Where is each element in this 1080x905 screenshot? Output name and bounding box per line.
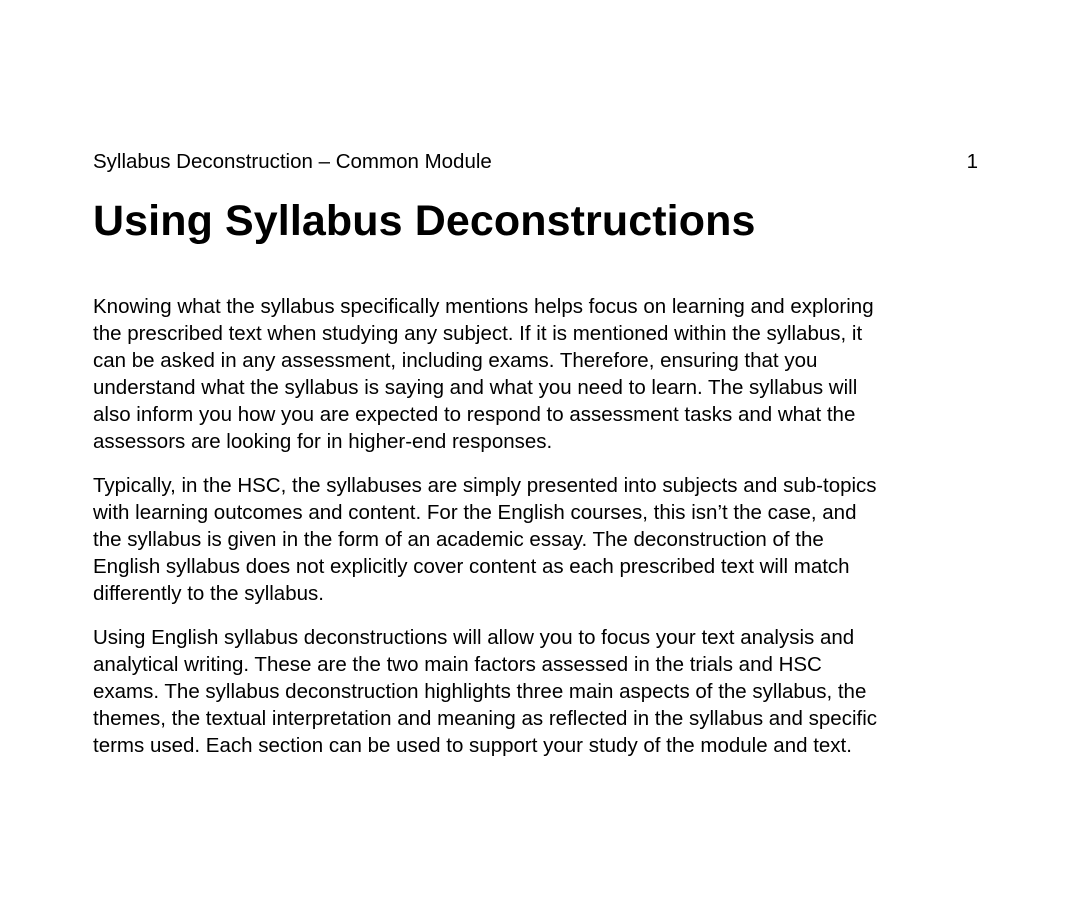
paragraph-line: with learning outcomes and content. For the English courses, this isn’t the case, and	[93, 501, 857, 524]
paragraph-line: terms used. Each section can be used to support your study of the module and text.	[93, 734, 852, 757]
paragraph-line: Typically, in the HSC, the syllabuses are simply presented into subjects and sub-topics	[93, 474, 877, 497]
paragraph-line: Using English syllabus deconstructions will allow you to focus your text analysis and	[93, 626, 855, 649]
header-title: Syllabus Deconstruction – Common Module	[93, 150, 492, 173]
paragraph-line: analytical writing. These are the two main factors assessed in the trials and HSC	[93, 653, 822, 676]
paragraph-1	[93, 293, 993, 455]
body-text	[93, 293, 993, 776]
paragraph-line: themes, the textual interpretation and meaning as reflected in the syllabus and specific	[93, 707, 878, 730]
paragraph-line: English syllabus does not explicitly cover content as each prescribed text will match	[93, 555, 850, 578]
paragraph-line: exams. The syllabus deconstruction highlights three main aspects of the syllabus, the	[93, 680, 867, 703]
paragraph-3	[93, 624, 993, 759]
paragraph-line: differently to the syllabus.	[93, 582, 324, 605]
page-number: 1	[966, 150, 978, 173]
paragraph-line: can be asked in any assessment, including exams. Therefore, ensuring that you	[93, 349, 818, 372]
paragraph-line: the prescribed text when studying any subject. If it is mentioned within the syllabus, it	[93, 322, 863, 345]
paragraph-line: also inform you how you are expected to respond to assessment tasks and what the	[93, 403, 856, 426]
paragraph-2	[93, 472, 993, 607]
paragraph-line: Knowing what the syllabus specifically mentions helps focus on learning and exploring	[93, 295, 874, 318]
paragraph-line: understand what the syllabus is saying and what you need to learn. The syllabus will	[93, 376, 858, 399]
paragraph-line: assessors are looking for in higher-end responses.	[93, 430, 553, 453]
document-title: Using Syllabus Deconstructions	[93, 197, 756, 245]
running-header	[93, 149, 978, 175]
paragraph-line: the syllabus is given in the form of an academic essay. The deconstruction of the	[93, 528, 824, 551]
